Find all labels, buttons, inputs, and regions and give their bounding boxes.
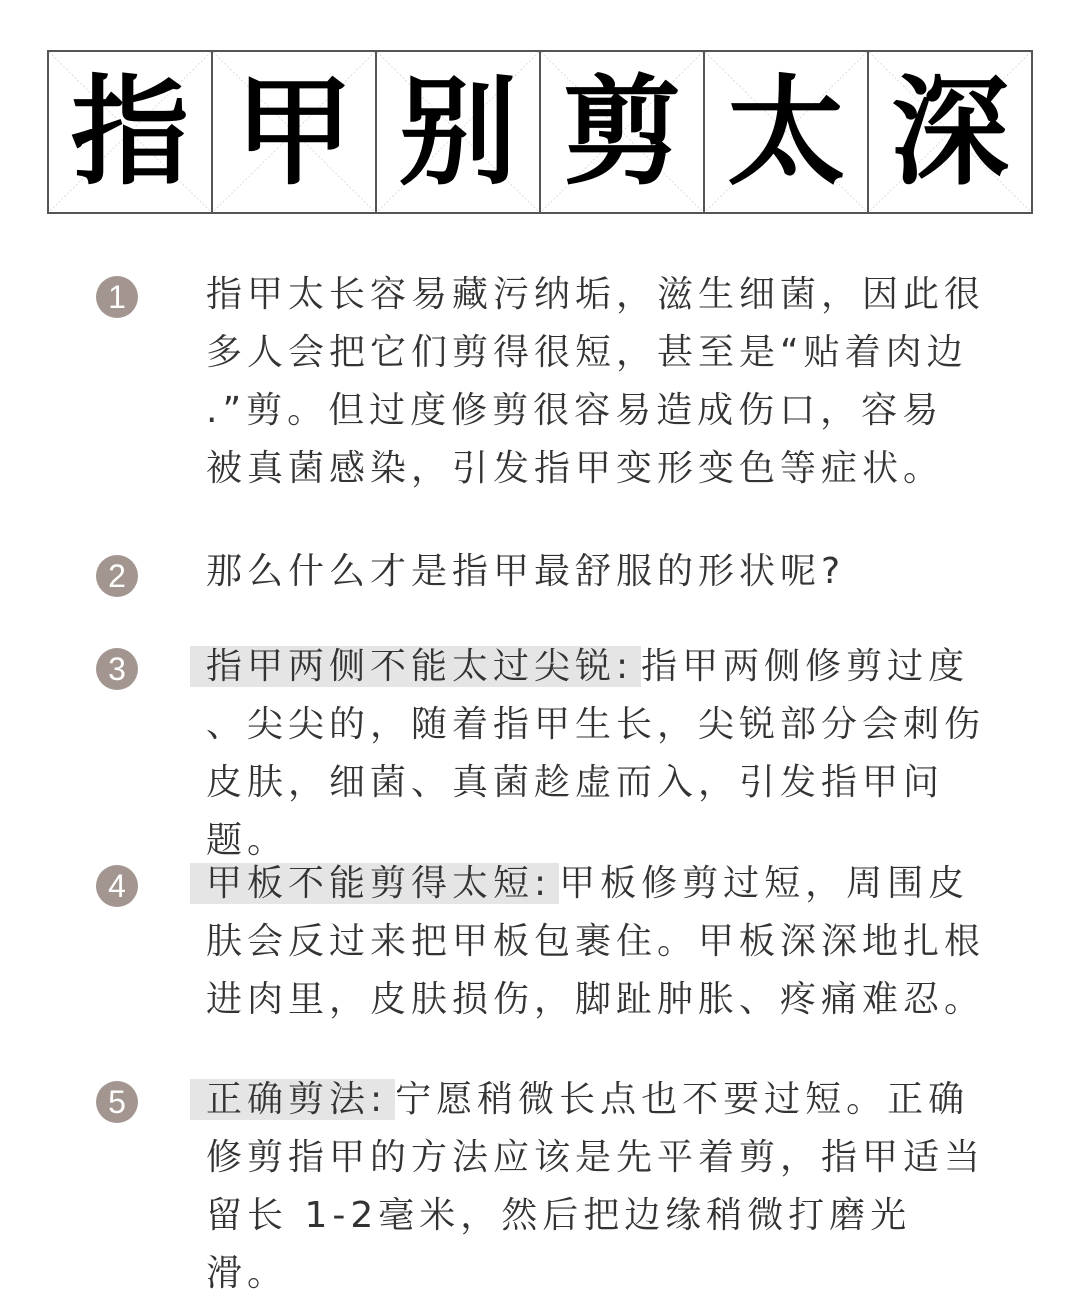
- text-line: 皮肤，细菌、真菌趁虚而入，引发指甲问题。: [206, 762, 945, 861]
- item-text: [206, 855, 986, 1029]
- text-line-rest: 指甲两侧修剪过度: [641, 646, 970, 687]
- text-line-rest: 甲板修剪过短，周围皮: [559, 863, 970, 904]
- text-line: [206, 855, 986, 913]
- title-cell: [705, 52, 869, 212]
- title-char: 别: [398, 63, 517, 201]
- number-badge: 5: [96, 1081, 138, 1123]
- text-line: 肤会反过来把甲板包裹住。甲板深深地扎根: [206, 921, 986, 962]
- title-char: 甲: [234, 63, 353, 201]
- number-badge: 4: [96, 865, 138, 907]
- text-line: 指甲太长容易藏污纳垢，滋生细菌，因此很: [206, 274, 986, 315]
- item-heading: 指甲两侧不能太过尖锐:: [206, 646, 641, 687]
- item-heading: 正确剪法:: [206, 1079, 395, 1120]
- text-line: 、尖尖的，随着指甲生长，尖锐部分会刺伤: [206, 704, 986, 745]
- title-char: 太: [726, 63, 845, 201]
- title-char: 剪: [562, 63, 681, 201]
- item-heading: 甲板不能剪得太短:: [206, 863, 559, 904]
- text-line: 留长 1-2毫米，然后把边缘稍微打磨光滑。: [206, 1195, 912, 1294]
- title-cell: [377, 52, 541, 212]
- title-cell: [213, 52, 377, 212]
- item-text: [206, 638, 986, 870]
- text-line-rest: 宁愿稍微长点也不要过短。正确: [395, 1079, 970, 1120]
- text-line: [206, 1071, 986, 1129]
- text-line: 进肉里，皮肤损伤，脚趾肿胀、疼痛难忍。: [206, 979, 986, 1020]
- number-badge: 2: [96, 555, 138, 597]
- text-line: 多人会把它们剪得很短，甚至是“贴着肉边: [206, 332, 968, 373]
- text-line: 那么什么才是指甲最舒服的形状呢?: [206, 551, 846, 592]
- number-badge: 1: [96, 276, 138, 318]
- text-line: .”剪。但过度修剪很容易造成伤口，容易: [206, 390, 944, 431]
- title-cell: [49, 52, 213, 212]
- number-badge: 3: [96, 648, 138, 690]
- text-line: [206, 638, 986, 696]
- item-text: [206, 266, 986, 498]
- title-cell: [869, 52, 1031, 212]
- title-grid: [47, 50, 1033, 214]
- item-text: [206, 1071, 986, 1303]
- item-text: [206, 543, 986, 601]
- title-char: 深: [890, 63, 1009, 201]
- title-char: 指: [70, 63, 189, 201]
- title-cell: [541, 52, 705, 212]
- text-line: 被真菌感染，引发指甲变形变色等症状。: [206, 448, 945, 489]
- text-line: 修剪指甲的方法应该是先平着剪，指甲适当: [206, 1137, 986, 1178]
